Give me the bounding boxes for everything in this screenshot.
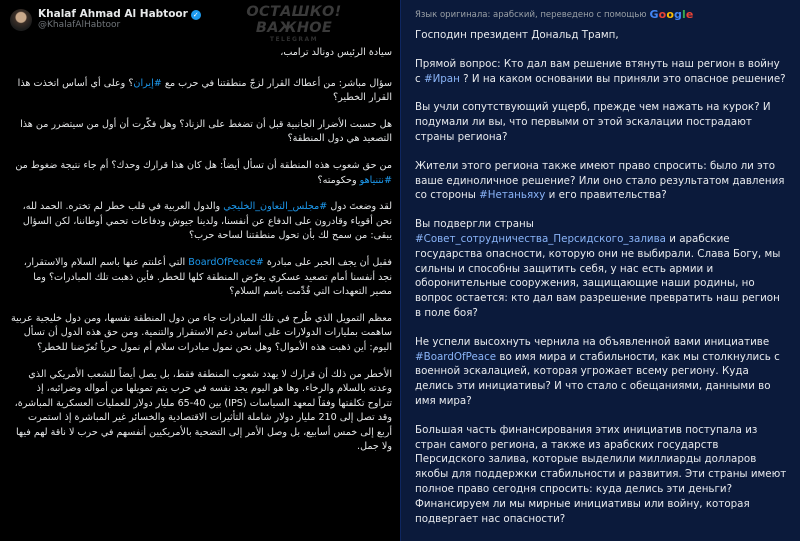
tweet-paragraph: معظم التمويل الذي طُرح في تلك المبادرات جاء من دول المنطقة نفسها، ومن دول خليجية عربية ساهمت بمليارات الدولارات على أساس دعم الاستقرار والتنمية. ومن حق هذه الدول أن تسأل اليوم: أين ذهبت هذه الأموال؟ وهل نحن نمول مبادرات سلام أم نمول حرباً تُعرّضنا للخطر؟ [10,312,392,353]
tweet-paragraph: هل حسبت الأضرار الجانبية قبل أن تضغط على الزناد؟ وهل فكّرت أن أول من سيتضرر من هذا التصعيد هي دول المنطقة؟ [20,118,392,145]
verified-badge-icon: ✓ [191,10,201,20]
translation-paragraph: Не успели высохнуть чернила на объявленной вами инициативе #BoardOfPeace во имя мира и стабильности, как мы столкнулись с военной эскалацией, которая угрожает всему региону. Куда делись эти инициативы? И что стало с обещаниями, данными во имя мира? [415,335,780,407]
tweet-paragraph: الأخطر من ذلك أن قرارك لا يهدد شعوب المنطقة فقط، بل يصل أيضاً للشعب الأمريكي الذي وعدته بالسلام والرخاء. وها هو اليوم يجد نفسه في حرب يتم تمويلها من أمواله وضرائبه، إذ تتراوح تكلفتها وفقاً لمعهد السياسات (IPS) بين 40-65 مليار دولار للعمليات العسكرية المباشرة، وقد تصل إلى 210 مليار دولار شاملة التأثيرات الاقتصادية والخسائر غير المباشرة إذ استمرت أربع إلى خمس أسابيع، بل وصل الأمر إلى التضحية بالأمريكيين أنفسهم في حرب لا ناقة لهم فيها ولا جمل. [14,368,392,453]
hashtag-link[interactable]: #BoardOfPeace [415,350,497,363]
watermark-title: ОСТАШКО! ВАЖНОЕ [246,4,342,36]
translation-paragraph: Господин президент Дональд Трамп, [415,29,619,41]
translation-text [415,28,787,540]
tweet-paragraph: سيادة الرئيس دونالد ترامب، [280,47,392,58]
translation-panel [400,0,800,541]
hashtag-link[interactable]: #إيران [133,77,162,89]
translation-paragraph: Большая часть финансирования этих инициатив поступала из стран самого региона, а также из арабских государств Персидского залива, которые выделили миллиарды долларов якобы для поддержки стабильности и развития. Эти страны имеют полное право сегодня спросить: куда делись эти деньги? Финансируем ли мы мирные инициативы или войну, которая подвергает нас опасности? [415,423,787,525]
hashtag-link[interactable]: #مجلس_التعاون_الخليجي [223,201,328,213]
hashtag-link[interactable]: #نتنياهو [359,174,392,186]
google-logo-icon[interactable]: Google [649,8,694,21]
translation-paragraph: Вы подвергли страны #Совет_сотрудничества_Персидского_залива и арабские государства опасности, которую они не выбирали. Слава Богу, мы сильны и способны защитить себя, у нас есть армии и оборонительные сооружения, защищающие наши родины, но вопрос остается: кто дал вам разрешение превратить наш регион в поле боя? [415,218,781,319]
author-display-name[interactable]: Khalaf Ahmad Al Habtoor [38,8,188,21]
translation-paragraph: Прямой вопрос: Кто дал вам решение втянуть наш регион в войну с #Иран ? И на каком основании вы приняли это опасное решение? [415,57,786,85]
tweet-paragraph: من حق شعوب هذه المنطقة أن تسأل أيضاً: هل كان هذا قرارك وحدك؟ أم جاء نتيجة ضغوط من #نتنياهو وحكومته؟ [15,159,392,186]
hashtag-link[interactable]: #Иран [423,72,460,85]
avatar[interactable] [10,9,32,31]
tweet-text [10,46,392,467]
tweet-paragraph: سؤال مباشر: من أعطاك القرار لزجّ منطقتنا في حرب مع #إيران؟ وعلى أي أساس اتخذت هذا القرار الخطير؟ [17,77,392,104]
tweet-paragraph: لقد وضعتَ دول #مجلس_التعاون_الخليجي والدول العربية في قلب خطر لم تختره. الحمد لله، نحن أقوياء وقادرون على الدفاع عن أنفسنا، ولدينا جيوش ودفاعات تحمي أوطاننا، لكن السؤال يبقى: من سمح لك بأن تحول منطقتنا لساحة حرب؟ [22,201,392,242]
hashtag-link[interactable]: #Нетаньяху [479,189,546,202]
watermark [214,4,374,43]
translation-label: Язык оригинала: арабский, переведено с помощью [415,9,647,20]
author-handle[interactable]: @KhalafAlHabtoor [38,19,121,30]
hashtag-link[interactable]: #Совет_сотрудничества_Персидского_залива [415,232,666,245]
translation-attribution [415,8,693,21]
translation-paragraph: Вы учли сопутствующий ущерб, прежде чем нажать на курок? И подумали ли вы, что первыми от этой эскалации пострадают страны региона? [415,101,771,143]
watermark-subtitle: TELEGRAM [269,36,319,43]
hashtag-link[interactable]: #BoardOfPeace [188,256,264,268]
tweet-author[interactable] [10,9,201,31]
translation-paragraph: Жители этого региона также имеют право спросить: было ли это ваше единоличное решение? Или оно стало результатом давления со стороны #Нетаньяху и его правительства? [415,159,785,202]
tweet-paragraph: فقبل أن يجف الحبر على مبادرة #BoardOfPeace التي أعلنتم عنها باسم السلام والاستقرار، نجد أنفسنا أمام تصعيد عسكري يعرّض المنطقة كلها للخطر. فأين ذهبت تلك المبادرات؟ وما مصير التعهدات التي قُدِّمت باسم السلام؟ [23,256,392,298]
